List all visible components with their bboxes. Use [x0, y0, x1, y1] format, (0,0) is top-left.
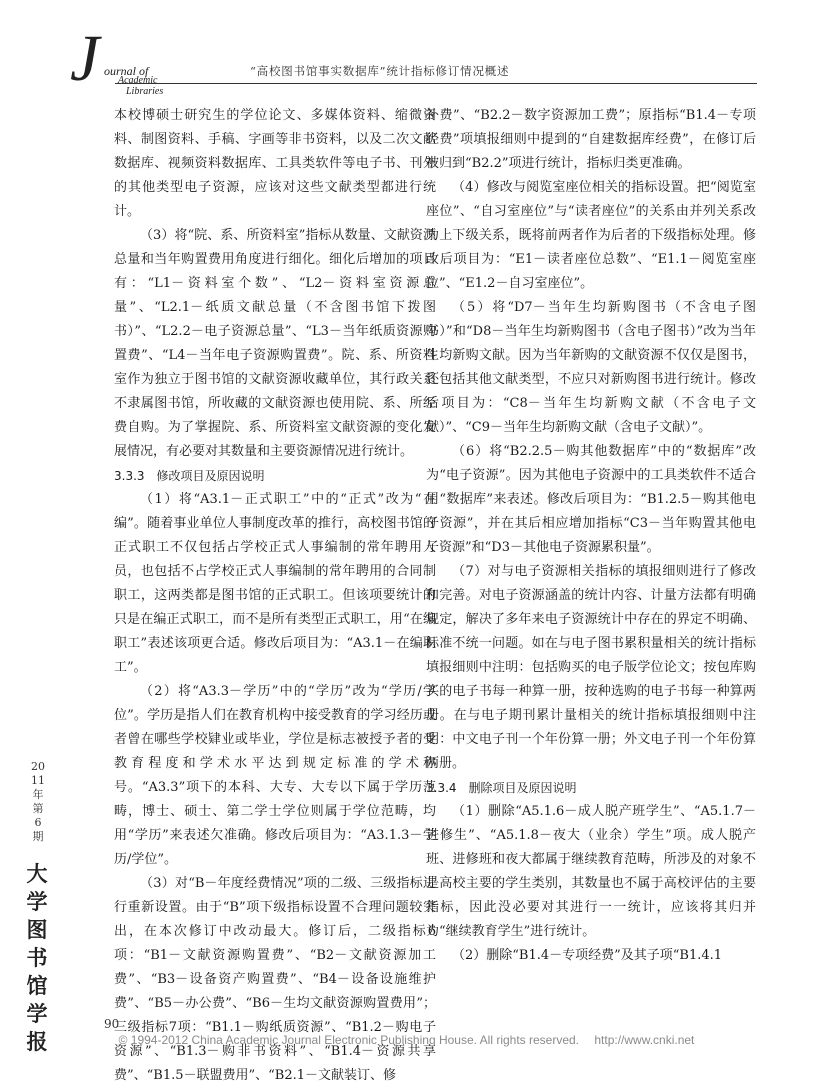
side-journal-name: 大学图书馆学报 — [26, 861, 48, 1054]
section-heading: 3.3.4 删除项目及原因说明 — [426, 781, 577, 795]
paragraph: （7）对与电子资源相关指标的填报细则进行了修改和完善。对电子资源涵盖的统计内容、计量方法都有明确规定，解决了多年来电子资源统计中存在的界定不明确、标准不统一问题。如在与电子图书累积量相关的统计指标填报细则中注明：包括购买的电子版学位论文；按包库购买的电子书每一种算一册，按种选购的电子书每一种算两册。在与电子期刊累计量相关的统计指标填报细则中注明：中文电子刊一个年份算一册；外文电子刊一个年份算两册。 — [426, 564, 756, 771]
paragraph: （2）将“A3.3－学历”中的“学历”改为“学历/学位”。学历是指人们在教育机构中接受教育的学习经历或者曾在哪些学校肄业或毕业，学位是标志被授予者的受教育程度和学术水平达到规定标准的学术称号。“A3.3”项下的本科、大专、大专以下属于学历范畴，博士、硕士、第二学士学位则属于学位范畴，均用“学历”来表述欠准确。修改后项目为：“A3.1.3－学历/学位”。 — [114, 684, 436, 867]
paragraph: （4）修改与阅览室座位相关的指标设置。把“阅览室座位”、“自习室座位”与“读者座位”的关系由并列关系改为上下级关系，既将前两者作为后者的下级指标处理。修改后项目为：“E1－读者座位总数”、“E1.1－阅览室座位”、“E1.2－自习室座位”。 — [426, 180, 756, 291]
running-title: “高校图书馆事实数据库”统计指标修订情况概述 — [250, 64, 510, 78]
paragraph: （6）将“B2.2.5－购其他数据库”中的“数据库”改为“电子资源”。因为其他电子资源中的工具类软件不适合用“数据库”来表述。修改后项目为：“B1.2.5－购其他电子资源”，并在其后相应增加指标“C3－当年购置其他电子资源”和“D3－其他电子资源累积量”。 — [426, 444, 756, 555]
paragraph: （1）将“A3.1－正式职工”中的“正式”改为“在编”。随着事业单位人事制度改革的推行，高校图书馆的正式职工不仅包括占学校正式人事编制的常年聘用人员，也包括不占学校正式人事编制的常年聘用的合同制职工，这两类都是图书馆的正式职工。但该项要统计的只是在编正式职工，而不是所有类型正式职工，用“在编职工”表述该项更合适。修改后项目为：“A3.1－在编职工”。 — [114, 492, 436, 675]
paragraph: 本校博硕士研究生的学位论文、多媒体资料、缩微资料、制图资料、手稿、字画等非书资料，以及二次文献数据库、视频资料数据库、工具类软件等电子书、刊外的其他类型电子资源，应该对这些文献类型都进行统计。 — [114, 108, 436, 219]
paragraph: （2）删除“B1.4－专项经费”及其子项“B1.4.1 — [452, 948, 723, 963]
paragraph: （5）将“D7－当年生均新购图书（不含电子图书）”和“D8－当年生均新购图书（含电子图书）”改为当年生均新购文献。因为当年新购的文献资源不仅仅是图书，还包括其他文献类型，不应只对新购图书进行统计。修改后项目为：“C8－当年生均新购文献（不含电子文献）”、“C9－当年生均新购文献（含电子文献）”。 — [426, 300, 756, 435]
logo-line-3: Libraries — [126, 86, 164, 97]
left-column — [114, 104, 436, 1088]
right-column — [426, 104, 756, 968]
paragraph: （1）删除“A5.1.6－成人脱产班学生”、“A5.1.7－进修生”、“A5.1.8－夜大（业余）学生”项。成人脱产班、进修班和夜大都属于继续教育范畴，所涉及的对象不是高校主要的学生类别，其数量也不属于高校评估的主要指标，因此没必要对其进行一一统计，应该将其归并为“继续教育学生”进行统计。 — [426, 804, 756, 939]
page-number: 90 — [104, 1017, 120, 1031]
logo-line-1: ournal of — [104, 64, 149, 78]
journal-logo — [66, 22, 176, 100]
paragraph: （3）将“院、系、所资料室”指标从数量、文献资源总量和当年购置费用角度进行细化。细化后增加的项目有：“L1－资料室个数”、“L2－资料室资源总量”、“L2.1－纸质文献总量（不含图书馆下拨图书）”、“L2.2－电子资源总量”、“L3－当年纸质资源购置费”、“L4－当年电子资源购置费”。院、系、所资料室作为独立于图书馆的文献资源收藏单位，其行政关系不隶属图书馆，所收藏的文献资源也使用院、系、所经费自购。为了掌握院、系、所资料室文献资源的变化发展情况，有必要对其数量和主要资源情况进行统计。 — [114, 228, 436, 459]
side-issue-label: 2011年第6期 — [31, 760, 45, 843]
logo-letter: J — [70, 22, 100, 95]
logo-line-2: Academic — [118, 75, 158, 86]
paragraph: 补费”、“B2.2－数字资源加工费”；原指标“B1.4－专项经费”项填报细则中提到的“自建数据库经费”，在修订后被归到“B2.2”项进行统计，指标归类更准确。 — [426, 108, 756, 171]
paragraph: （3）对“B－年度经费情况”项的二级、三级指标进行重新设置。由于“B”项下级指标设置不合理问题较突出，在本次修订中改动最大。修订后，二级指标6项：“B1－文献资源购置费”、“B2－文献资源加工费”、“B3－设备资产购置费”、“B4－设备设施维护费”、“B5－办公费”、“B6－生均文献资源购置费用”；三级指标7项：“B1.1－购纸质资源”、“B1.2－购电子资源”、“B1.3－购非书资料”、“B1.4－资源共享费”、“B1.5－联盟费用”、“B2.1－文献装订、修 — [114, 876, 436, 1083]
copyright-footer: © 1994-2012 China Academic Journal Electronic Publishing House. All rights reserved. http://www.cnki.net — [118, 1033, 695, 1047]
section-heading: 3.3.3 修改项目及原因说明 — [114, 469, 265, 483]
header-rule — [115, 83, 757, 84]
